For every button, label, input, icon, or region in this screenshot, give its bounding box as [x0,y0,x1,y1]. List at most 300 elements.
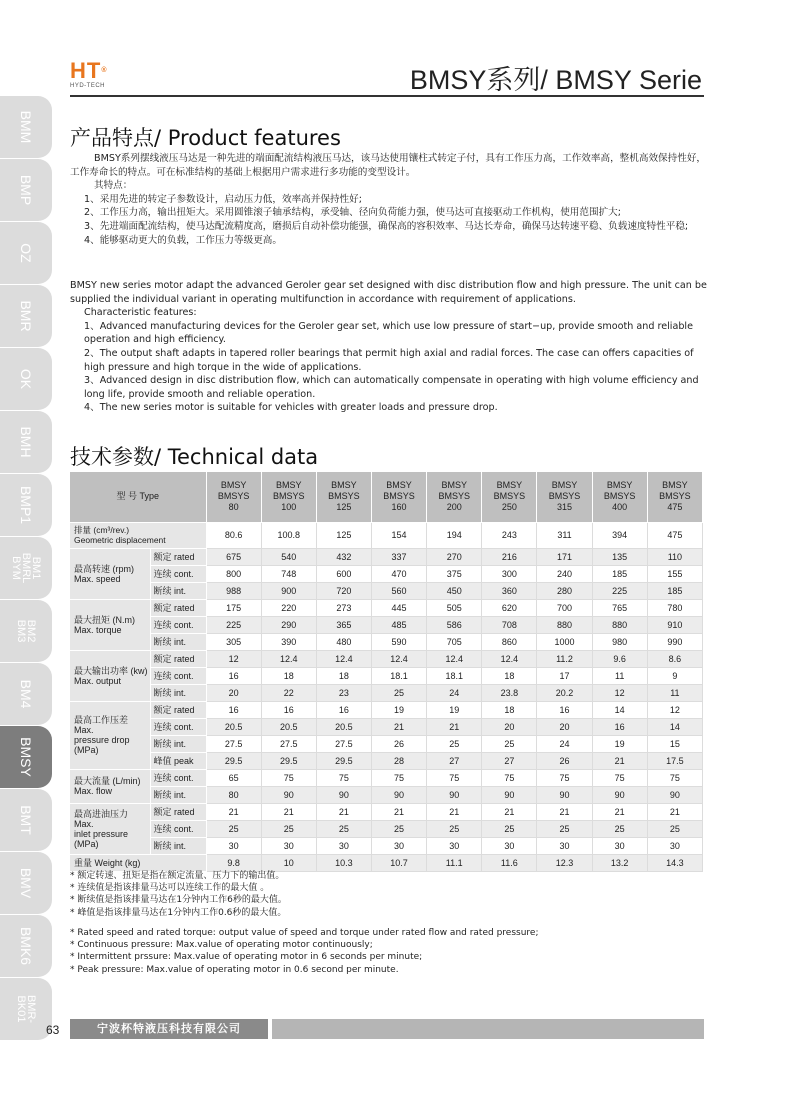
group-label: 最高工作压差 Max. pressure drop (MPa) [70,701,150,769]
value-cell: 30 [537,837,592,854]
value-cell: 16 [261,701,316,718]
table-row [70,786,703,803]
value-cell: 11.2 [537,650,592,667]
side-tab-label: BMR- BK01 [15,994,37,1024]
value-cell: 12.4 [261,650,316,667]
value-cell: 14 [647,718,702,735]
value-cell: 25 [592,820,647,837]
technical-data-table [70,472,703,872]
side-tab-bm1-bmrl-bym[interactable] [0,537,52,599]
value-cell: 16 [537,701,592,718]
sub-label: 额定 rated [150,599,206,616]
table-row [70,718,703,735]
value-cell: 21 [592,752,647,769]
value-cell: 26 [371,735,426,752]
model-header: BMSY BMSYS 315 [537,472,592,522]
value-cell: 450 [427,582,482,599]
side-tab-ok[interactable] [0,348,52,410]
value-cell: 22 [261,684,316,701]
table-row [70,599,703,616]
side-tab-label: OK [18,368,34,390]
value-cell: 17.5 [647,752,702,769]
value-cell: 290 [261,616,316,633]
page-title: BMSY系列/ BMSY Serie [409,65,702,95]
value-cell: 23.8 [482,684,537,701]
model-header: BMSY BMSYS 160 [371,472,426,522]
value-cell: 10.7 [371,854,426,871]
en-features-label: Characteristic features: [84,307,197,319]
note-en-item: * Peak pressure: Max.value of operating motor in 0.6 second per minute. [70,964,399,975]
value-cell: 25 [371,820,426,837]
value-cell: 75 [592,769,647,786]
value-cell: 9.6 [592,650,647,667]
table-row [70,565,703,582]
value-cell: 14 [592,701,647,718]
value-cell: 75 [371,769,426,786]
model-header: BMSY BMSYS 400 [592,472,647,522]
side-tab-label: BM4 [18,679,34,709]
value-cell: 9.8 [206,854,261,871]
value-cell: 480 [316,633,371,650]
value-cell: 505 [427,599,482,616]
value-cell: 12.4 [427,650,482,667]
value-cell: 65 [206,769,261,786]
value-cell: 25 [206,820,261,837]
model-header: BMSY BMSYS 250 [482,472,537,522]
value-cell: 27.5 [261,735,316,752]
value-cell: 586 [427,616,482,633]
value-cell: 900 [261,582,316,599]
value-cell: 80.6 [206,522,261,548]
value-cell: 11 [647,684,702,701]
value-cell: 30 [316,837,371,854]
value-cell: 30 [371,837,426,854]
side-tab-bm2-bm3[interactable] [0,600,52,662]
model-header: BMSY BMSYS 475 [647,472,702,522]
value-cell: 21 [371,803,426,820]
value-cell: 12.3 [537,854,592,871]
value-cell: 19 [592,735,647,752]
table-row [70,854,703,871]
sub-label: 连续 cont. [150,667,206,684]
value-cell: 17 [537,667,592,684]
value-cell: 988 [206,582,261,599]
side-tab-bm4[interactable] [0,663,52,725]
value-cell: 25 [647,820,702,837]
table-row [70,667,703,684]
value-cell: 11 [592,667,647,684]
value-cell: 880 [537,616,592,633]
side-tab-bmh[interactable] [0,411,52,473]
model-header: BMSY BMSYS 100 [261,472,316,522]
value-cell: 708 [482,616,537,633]
value-cell: 185 [592,565,647,582]
value-cell: 175 [206,599,261,616]
value-cell: 155 [647,565,702,582]
value-cell: 75 [647,769,702,786]
value-cell: 90 [592,786,647,803]
side-tab-label: BMP [18,174,34,206]
value-cell: 880 [592,616,647,633]
type-header: 型 号 Type [70,472,206,522]
value-cell: 18.1 [427,667,482,684]
product-features-cn [70,152,710,247]
value-cell: 90 [647,786,702,803]
value-cell: 18.1 [371,667,426,684]
sub-label: 额定 rated [150,548,206,565]
value-cell: 780 [647,599,702,616]
value-cell: 75 [261,769,316,786]
value-cell: 30 [592,837,647,854]
value-cell: 390 [261,633,316,650]
value-cell: 220 [261,599,316,616]
value-cell: 135 [592,548,647,565]
page-number: 63 [46,1023,60,1037]
value-cell: 25 [537,820,592,837]
value-cell: 1000 [537,633,592,650]
value-cell: 20.5 [261,718,316,735]
cn-feature-item: 3、先进端面配流结构，使马达配流精度高，磨损后自动补偿功能强，确保高的容积效率、马达长寿命，确保马达转速平稳、负载速度特性平稳; [84,220,689,232]
value-cell: 21 [537,803,592,820]
group-label: 最高进油压力 Max. inlet pressure (MPa) [70,803,150,854]
value-cell: 20.2 [537,684,592,701]
group-label: 最高转速 (rpm) Max. speed [70,548,150,599]
sub-label: 断续 int. [150,735,206,752]
value-cell: 18 [261,667,316,684]
cn-intro-paragraph: BMSY系列摆线液压马达是一种先进的端面配流结构液压马达，该马达使用镶柱式转定子付，具有工作压力高，工作效率高，整机高效保持性好，工作寿命长的特点。可在标准结构的基础上根据用户需求进行多功能的变型设计。 [70,153,707,178]
en-feature-item: 3、Advanced design in disc distribution flow, which can automatically compensate in operating with high volume efficiency and long life, provide smooth and reliable operation. [84,375,699,400]
sub-label: 连续 cont. [150,769,206,786]
value-cell: 27 [482,752,537,769]
footer-bar [272,1019,704,1039]
value-cell: 25 [261,820,316,837]
value-cell: 311 [537,522,592,548]
side-tab-oz[interactable] [0,222,52,284]
value-cell: 29.5 [316,752,371,769]
table-row [70,522,703,548]
sub-label: 断续 int. [150,684,206,701]
en-feature-item: 1、Advanced manufacturing devices for the Geroler gear set, which use low pressure of start−up, provide smooth and reliable operation and high efficiency. [84,320,693,346]
value-cell: 29.5 [261,752,316,769]
value-cell: 800 [206,565,261,582]
value-cell: 560 [371,582,426,599]
en-intro-paragraph: BMSY new series motor adapt the advanced Geroler gear set designed with disc distribution flow and high pressure. The unit can be supplied the individual variant in operating multifunction in accordance with requirement of applications. [70,280,707,305]
value-cell: 18 [482,667,537,684]
value-cell: 14.3 [647,854,702,871]
company-logo [70,60,130,90]
table-row [70,803,703,820]
cn-features-list [70,193,710,247]
side-tab-bmt[interactable] [0,789,52,851]
notes-en [70,927,710,976]
value-cell: 21 [371,718,426,735]
table-row [70,701,703,718]
side-tab-label: BMR [18,300,34,332]
header-divider [70,95,704,97]
value-cell: 20.5 [316,718,371,735]
cn-feature-item: 4、能够驱动更大的负载，工作压力等级更高。 [84,234,282,246]
en-features-list [70,320,710,415]
value-cell: 12 [647,701,702,718]
side-tab-label: BMP1 [18,485,34,525]
value-cell: 20 [482,718,537,735]
value-cell: 90 [482,786,537,803]
value-cell: 30 [482,837,537,854]
value-cell: 80 [206,786,261,803]
value-cell: 16 [206,701,261,718]
notes-cn [70,870,710,919]
table-row [70,769,703,786]
value-cell: 12.4 [482,650,537,667]
value-cell: 375 [427,565,482,582]
value-cell: 980 [592,633,647,650]
side-tab-label: BMM [18,110,34,144]
value-cell: 705 [427,633,482,650]
value-cell: 700 [537,599,592,616]
value-cell: 540 [261,548,316,565]
sub-label: 断续 int. [150,582,206,599]
value-cell: 21 [427,718,482,735]
table-row [70,684,703,701]
value-cell: 305 [206,633,261,650]
value-cell: 27.5 [206,735,261,752]
model-header: BMSY BMSYS 125 [316,472,371,522]
logo-registered-mark: ® [101,67,108,74]
side-tab-bmsy[interactable] [0,726,52,788]
value-cell: 110 [647,548,702,565]
side-tab-label: BM2 BM3 [15,619,37,643]
note-en-item: * Rated speed and rated torque: output value of speed and torque under rated flow and rated pressure; [70,928,539,938]
value-cell: 75 [537,769,592,786]
side-tab-bmm[interactable] [0,96,52,158]
value-cell: 30 [647,837,702,854]
sub-label: 断续 int. [150,633,206,650]
value-cell: 10 [261,854,316,871]
logo-text: HT [70,58,102,83]
table-row [70,582,703,599]
value-cell: 21 [592,803,647,820]
value-cell: 470 [371,565,426,582]
value-cell: 19 [371,701,426,718]
table-row [70,820,703,837]
displacement-label: 排量 (cm³/rev.) Geometric displacement [70,522,206,548]
sub-label: 断续 int. [150,786,206,803]
value-cell: 216 [482,548,537,565]
table-row [70,548,703,565]
value-cell: 75 [427,769,482,786]
value-cell: 15 [647,735,702,752]
cn-feature-item: 2、工作压力高，输出扭矩大。采用圆锥滚子轴承结构，承受轴、径向负荷能力强，使马达可直接驱动工作机构，使用范围扩大; [84,207,621,219]
value-cell: 21 [427,803,482,820]
value-cell: 860 [482,633,537,650]
sub-label: 连续 cont. [150,820,206,837]
weight-label: 重量 Weight (kg) [70,854,206,871]
value-cell: 12 [206,650,261,667]
sub-label: 额定 rated [150,803,206,820]
note-en-item: * Continuous pressure: Max.value of operating motor continuously; [70,940,373,951]
value-cell: 243 [482,522,537,548]
value-cell: 485 [371,616,426,633]
value-cell: 270 [427,548,482,565]
value-cell: 16 [316,701,371,718]
sub-label: 连续 cont. [150,616,206,633]
value-cell: 13.2 [592,854,647,871]
value-cell: 360 [482,582,537,599]
value-cell: 11.6 [482,854,537,871]
value-cell: 8.6 [647,650,702,667]
value-cell: 75 [482,769,537,786]
value-cell: 21 [647,803,702,820]
value-cell: 194 [427,522,482,548]
value-cell: 280 [537,582,592,599]
value-cell: 90 [537,786,592,803]
table-row [70,650,703,667]
side-tab-bmv[interactable] [0,852,52,914]
value-cell: 90 [261,786,316,803]
value-cell: 171 [537,548,592,565]
cn-feature-item: 1、采用先进的转定子参数设计，启动压力低，效率高并保持性好; [84,193,362,205]
side-tab-label: BMV [18,867,34,899]
sub-label: 断续 int. [150,837,206,854]
value-cell: 910 [647,616,702,633]
side-tab-label: BM1 BMRL BYM [10,552,42,584]
table-row [70,735,703,752]
sub-label: 额定 rated [150,650,206,667]
value-cell: 30 [427,837,482,854]
group-label: 最大输出功率 (kw) Max. output [70,650,150,701]
value-cell: 25 [316,820,371,837]
value-cell: 23 [316,684,371,701]
side-tab-label: OZ [18,243,34,263]
value-cell: 990 [647,633,702,650]
footer-company-name: 宁波杯特液压科技有限公司 [70,1019,268,1039]
value-cell: 11.1 [427,854,482,871]
value-cell: 720 [316,582,371,599]
value-cell: 445 [371,599,426,616]
value-cell: 125 [316,522,371,548]
value-cell: 30 [261,837,316,854]
value-cell: 21 [261,803,316,820]
value-cell: 20 [206,684,261,701]
value-cell: 9 [647,667,702,684]
value-cell: 30 [206,837,261,854]
value-cell: 25 [482,820,537,837]
value-cell: 26 [537,752,592,769]
value-cell: 748 [261,565,316,582]
technical-data-title: 技术参数/ Technical data [70,445,319,469]
product-features-en [70,279,710,415]
note-en-item: * Intermittent prssure: Max.value of operating motor in 6 seconds per minute; [70,952,423,963]
value-cell: 225 [206,616,261,633]
value-cell: 12.4 [316,650,371,667]
value-cell: 21 [206,803,261,820]
side-tab-label: BMSY [18,737,34,777]
value-cell: 18 [482,701,537,718]
en-feature-item: 2、The output shaft adapts in tapered roller bearings that permit high axial and radial forces. The case can offers capacities of high pressure and high torque in the wide of applications. [84,347,694,373]
product-features-title: 产品特点/ Product features [70,126,341,150]
value-cell: 225 [592,582,647,599]
value-cell: 25 [482,735,537,752]
value-cell: 12 [592,684,647,701]
table-header-row [70,472,703,522]
group-label: 最大扭矩 (N.m) Max. torque [70,599,150,650]
value-cell: 25 [371,684,426,701]
value-cell: 337 [371,548,426,565]
side-tab-label: BMK6 [18,926,34,966]
value-cell: 75 [316,769,371,786]
note-cn-item: * 额定转速、扭矩是指在额定流量、压力下的输出值。 [70,871,285,881]
table-row [70,752,703,769]
value-cell: 273 [316,599,371,616]
value-cell: 29.5 [206,752,261,769]
cn-features-label: 其特点： [94,180,133,192]
value-cell: 100.8 [261,522,316,548]
model-header: BMSY BMSYS 200 [427,472,482,522]
value-cell: 394 [592,522,647,548]
table-row [70,616,703,633]
note-cn-item: * 连续值是指该排量马达可以连续工作的最大值 。 [70,883,270,894]
value-cell: 20.5 [206,718,261,735]
value-cell: 600 [316,565,371,582]
value-cell: 365 [316,616,371,633]
side-tab-bmr[interactable] [0,285,52,347]
value-cell: 21 [316,803,371,820]
note-cn-item: * 断续值是指该排量马达在1分钟内工作6秒的最大值。 [70,895,287,906]
side-tab-bmr--bk01[interactable] [0,978,52,1040]
value-cell: 24 [427,684,482,701]
value-cell: 90 [371,786,426,803]
value-cell: 90 [427,786,482,803]
value-cell: 16 [592,718,647,735]
value-cell: 12.4 [371,650,426,667]
value-cell: 16 [206,667,261,684]
logo-subtitle: HYD-TECH [70,83,105,89]
value-cell: 25 [427,820,482,837]
sub-label: 连续 cont. [150,565,206,582]
value-cell: 432 [316,548,371,565]
value-cell: 90 [316,786,371,803]
value-cell: 154 [371,522,426,548]
group-label: 最大流量 (L/min) Max. flow [70,769,150,803]
side-tab-label: BMH [18,426,34,458]
value-cell: 185 [647,582,702,599]
value-cell: 10.3 [316,854,371,871]
side-tab-bmk6[interactable] [0,915,52,977]
model-header: BMSY BMSYS 80 [206,472,261,522]
value-cell: 20 [537,718,592,735]
value-cell: 675 [206,548,261,565]
value-cell: 25 [427,735,482,752]
value-cell: 240 [537,565,592,582]
side-tab-bmp1[interactable] [0,474,52,536]
sub-label: 连续 cont. [150,718,206,735]
en-feature-item: 4、The new series motor is suitable for vehicles with greater loads and pressure drop. [84,402,498,414]
value-cell: 765 [592,599,647,616]
value-cell: 19 [427,701,482,718]
value-cell: 21 [482,803,537,820]
table-row [70,837,703,854]
side-tab-label: BMT [18,805,34,835]
note-cn-item: * 峰值是指该排量马达在1分钟内工作0.6秒的最大值。 [70,907,287,918]
series-side-tabs [0,96,52,1041]
value-cell: 18 [316,667,371,684]
value-cell: 620 [482,599,537,616]
value-cell: 27 [427,752,482,769]
side-tab-bmp[interactable] [0,159,52,221]
value-cell: 590 [371,633,426,650]
value-cell: 300 [482,565,537,582]
sub-label: 额定 rated [150,701,206,718]
